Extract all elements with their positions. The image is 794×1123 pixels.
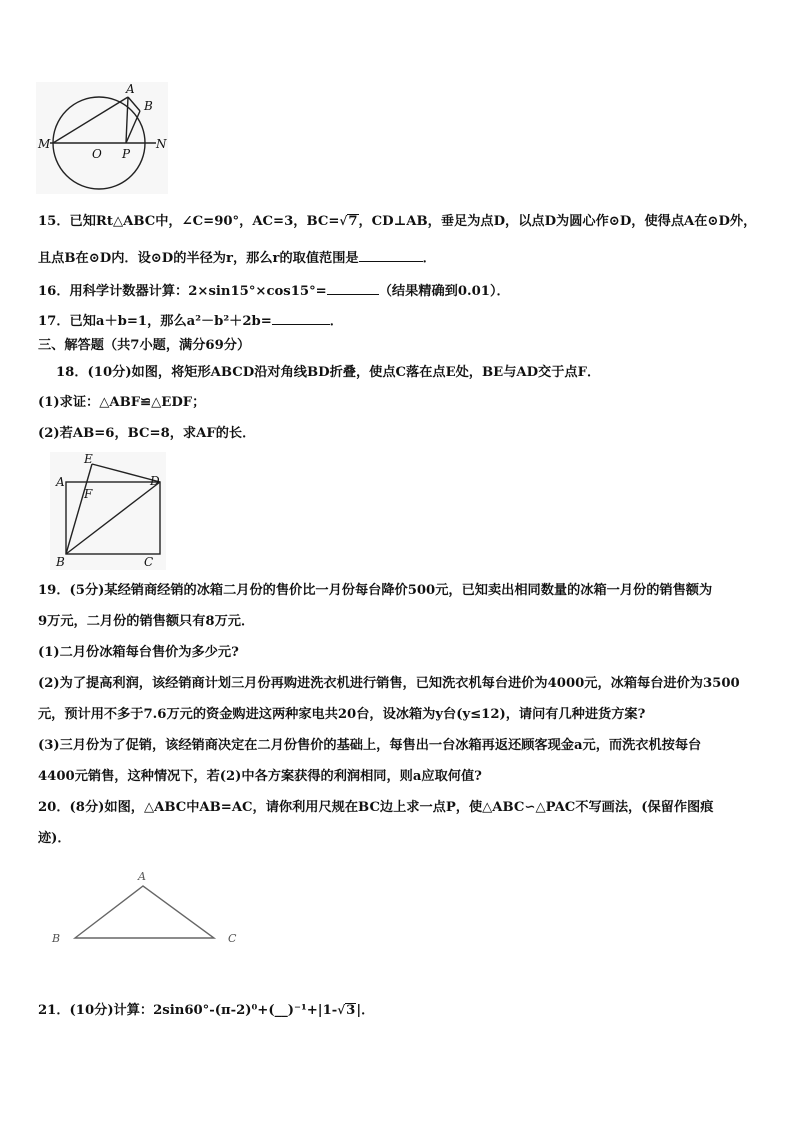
sqrt-3: 3 (346, 1003, 356, 1018)
q16-line: 16．用科学计数器计算：2×sin15°×cos15°= （结果精确到0.01）． (38, 284, 510, 299)
label-b: B (56, 555, 65, 569)
q20-stem2: 迹)． (38, 831, 71, 846)
q19-part3a: (3)三月份为了促销，该经销商决定在二月份售价的基础上，每售出一台冰箱再返还顾客现金a元，而洗衣机按每台 (38, 738, 702, 753)
rectangle-fold-figure (50, 452, 166, 570)
q18-part2: (2)若AB=6，BC=8，求AF的长． (38, 426, 256, 441)
q19-stem1: 19．(5分)某经销商经销的冰箱二月份的售价比一月份每台降价500元，已知卖出相同数量的冰箱一月份的销售额为 (38, 583, 713, 598)
q19-stem2: 9万元，二月份的销售额只有8万元． (38, 614, 255, 629)
label-o: O (92, 147, 102, 161)
sqrt-7: 7 (348, 214, 358, 229)
q17-line: 17．已知a＋b=1，那么a²－b²＋2b= ． (38, 314, 343, 329)
label-d: D (150, 474, 160, 488)
label-a: A (56, 475, 65, 489)
label-c: C (144, 555, 154, 569)
q15-line2: 且点B在⊙D内．设⊙D的半径为r，那么r的取值范围是 ． (38, 251, 436, 266)
q16-answer-blank[interactable] (327, 282, 379, 295)
q15-answer-blank[interactable] (359, 249, 423, 262)
q17-answer-blank[interactable] (272, 312, 330, 325)
q19-part1: (1)二月份冰箱每台售价为多少元? (38, 645, 239, 660)
q18-stem: 18．(10分)如图，将矩形ABCD沿对角线BD折叠，使点C落在点E处，BE与AD交于点F． (56, 365, 601, 380)
triangle-figure (46, 864, 246, 948)
label-f: F (84, 487, 93, 501)
label-b: B (144, 99, 153, 113)
section3-title: 三、解答题（共7小题，满分69分） (38, 338, 251, 353)
q19-part2b: 元，预计用不多于7.6万元的资金购进这两种家电共20台，设冰箱为y台(y≤12)，请问有几种进货方案? (38, 707, 646, 722)
q18-part1: (1)求证：△ABF≌△EDF； (38, 395, 206, 410)
q19-part2a: (2)为了提高利润，该经销商计划三月份再购进洗衣机进行销售，已知洗衣机每台进价为4000元，冰箱每台进价为3500 (38, 676, 740, 691)
q21-line: 21．(10分)计算：2sin60°-(π-2)⁰+(__)⁻¹+|1-√3|． (38, 1003, 375, 1018)
label-e: E (84, 452, 93, 466)
q20-stem1: 20．(8分)如图，△ABC中AB=AC，请你利用尺规在BC边上求一点P，使△ABC∽△PAC不写画法，(保留作图痕 (38, 800, 714, 815)
label-m: M (38, 137, 51, 151)
q19-part3b: 4400元销售，这种情况下，若(2)中各方案获得的利润相同，则a应取何值? (38, 769, 482, 784)
label-b: B (52, 932, 61, 945)
label-p: P (122, 147, 131, 161)
label-c: C (228, 932, 237, 945)
circle-figure (36, 82, 168, 194)
label-a: A (138, 870, 146, 883)
q15-line1: 15．已知Rt△ABC中，∠C=90°，AC=3，BC=√7，CD⊥AB，垂足为点D，以点D为圆心作⊙D，使得点A在⊙D外， (38, 214, 757, 229)
triangle-abc (75, 886, 214, 938)
label-n: N (156, 137, 167, 151)
label-a: A (126, 82, 135, 96)
